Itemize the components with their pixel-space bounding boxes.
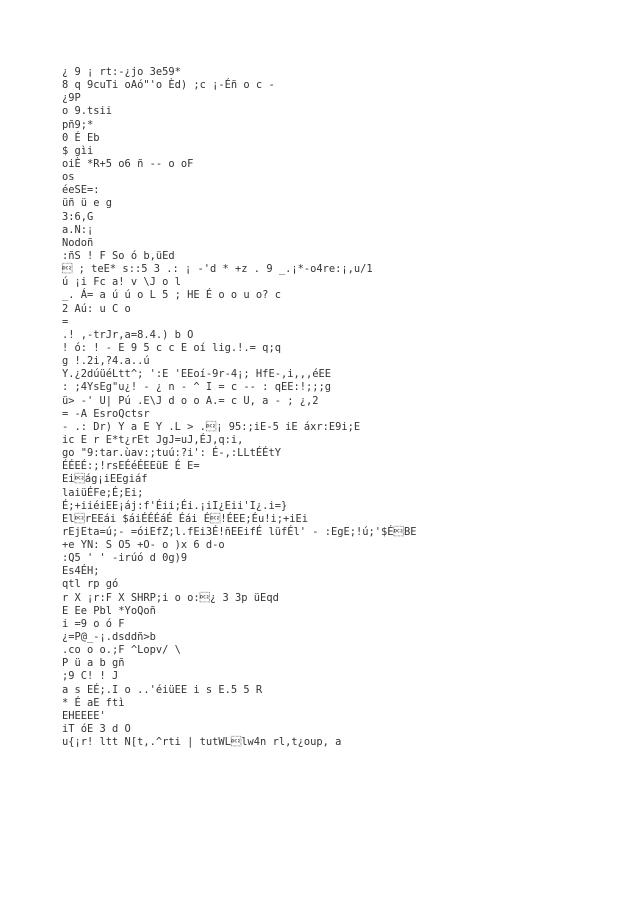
text-line: ;9 C! ! J <box>62 670 119 683</box>
text-line: Eiág¡iEEgiáf <box>62 473 148 486</box>
text-line: laiüÉFe;É;Ei; <box>62 486 144 499</box>
text-line: iT óE 3 d O <box>62 723 131 736</box>
text-line: +e YN: S O5 +O- o )x 6 d-o <box>62 539 225 552</box>
text-line: o 9.tsii <box>62 105 113 118</box>
text-line: u{¡r! ltt N[t,.^rti | tutWLlw4n rl,t¿oup, a <box>62 736 342 749</box>
text-line: ÉÉEÉ:;!rsEÉéÉEEüE É E= <box>62 460 200 473</box>
text-line: Nodoñ <box>62 236 94 249</box>
text-line: .! ,-trJr,a=8.4.) b O <box>62 328 194 341</box>
text-line: ! ó: ! - E 9 5 c c E oí lig.!.= q;q <box>62 341 281 354</box>
text-line: _. Á= a ú ú o L 5 ; HE É o o u o? c <box>62 289 281 302</box>
text-line: Y.¿2dúüéLtt^; ':E 'EEoí-9r-4¡; HfE-,i,,,éEE <box>62 368 331 381</box>
text-line: éeSE=: <box>62 184 100 197</box>
text-line: 2 Aú: u C o <box>62 302 131 315</box>
text-line: os <box>62 171 75 184</box>
text-line: :ñS ! F So ó b,üEd <box>62 249 175 262</box>
text-line: É;+iiéiEE¡áj:f'Éii;Éi.¡iI¿Eii'I¿.i=} <box>62 499 288 512</box>
text-line: g !.2i,?4.a..ú <box>62 355 150 368</box>
text-line: rEjEta=ú;- =óiEfZ;l.fEi3É!ñEEifÉ lüfÉl' - :EgE;!ú;'$ÉBE <box>62 525 417 538</box>
text-line: 0 É Eb <box>62 131 100 144</box>
text-line: = <box>62 315 69 328</box>
text-line: * É aE ftì <box>62 696 125 709</box>
text-line: = -A EsroQctsr <box>62 407 150 420</box>
text-line: Es4ÉH; <box>62 565 100 578</box>
text-line: oiÈ *R+5 o6 ñ -- o oF <box>62 157 194 170</box>
text-line: E Ee Pbl *YoQoñ <box>62 604 156 617</box>
text-line: ü> -' U| Pú .E\J d o o A.= c U, a - ; ¿,2 <box>62 394 319 407</box>
text-line: ¿=P@_-¡.dsddñ>b <box>62 631 156 644</box>
text-line: EHEEEE' <box>62 709 106 722</box>
text-line: qtl rp gó <box>62 578 119 591</box>
text-line: :Q5 ' ' -irúó d 0g)9 <box>62 552 188 565</box>
text-line: P ü a b gñ <box>62 657 125 670</box>
text-line: r X ¡r:F X SHRP;i o o:¿ 3 3p üEqd <box>62 591 279 604</box>
text-line: ú ¡i Fc a! v \J o l <box>62 276 181 289</box>
text-line: 3:6,G <box>62 210 94 223</box>
text-line: ic E r E*t¿rEt JgJ=uJ,ÉJ,q:i, <box>62 433 244 446</box>
text-line:  ; teE* s::5 3 .: ¡ -'d * +z . 9 _.¡*-o4re:¡,u/1 <box>62 263 373 276</box>
text-line: ¿9P <box>62 92 81 105</box>
text-line: üñ ü e g <box>62 197 113 210</box>
text-line: 8 q 9cuTi oAó"'o Èd) ;c ¡-Éñ o c - <box>62 79 275 92</box>
text-line: - .: Dr) Y a E Y .L > .¡ 95:;iE-5 iE áxr:E9i;E <box>62 420 361 433</box>
text-line: ¿ 9 ¡ rt:-¿jo 3e59* <box>62 66 181 78</box>
text-line: a s EÉ;.I o ..'éiüEE i s E.5 5 R <box>62 683 263 696</box>
text-line: pñ9;* <box>62 118 94 131</box>
text-line: .co o o.;F ^Lopv/ \ <box>62 644 181 657</box>
text-line: $ gìi <box>62 144 94 157</box>
text-line: i =9 o ó F <box>62 617 125 630</box>
text-line: : ;4YsEg"u¿! - ¿ n - ^ I = c -- : qEE:!;;;g <box>62 381 331 394</box>
text-line: go "9:tar.ùav:;tuú:?i': É-,:LLtÉÉtY <box>62 447 281 460</box>
ocr-text-block <box>62 66 622 749</box>
text-line: a.N:¡ <box>62 223 94 236</box>
text-line: ElrEEái $áiÉÉÉáÉ Éái É!ÉEE;Éu!i;+iEi <box>62 512 308 525</box>
